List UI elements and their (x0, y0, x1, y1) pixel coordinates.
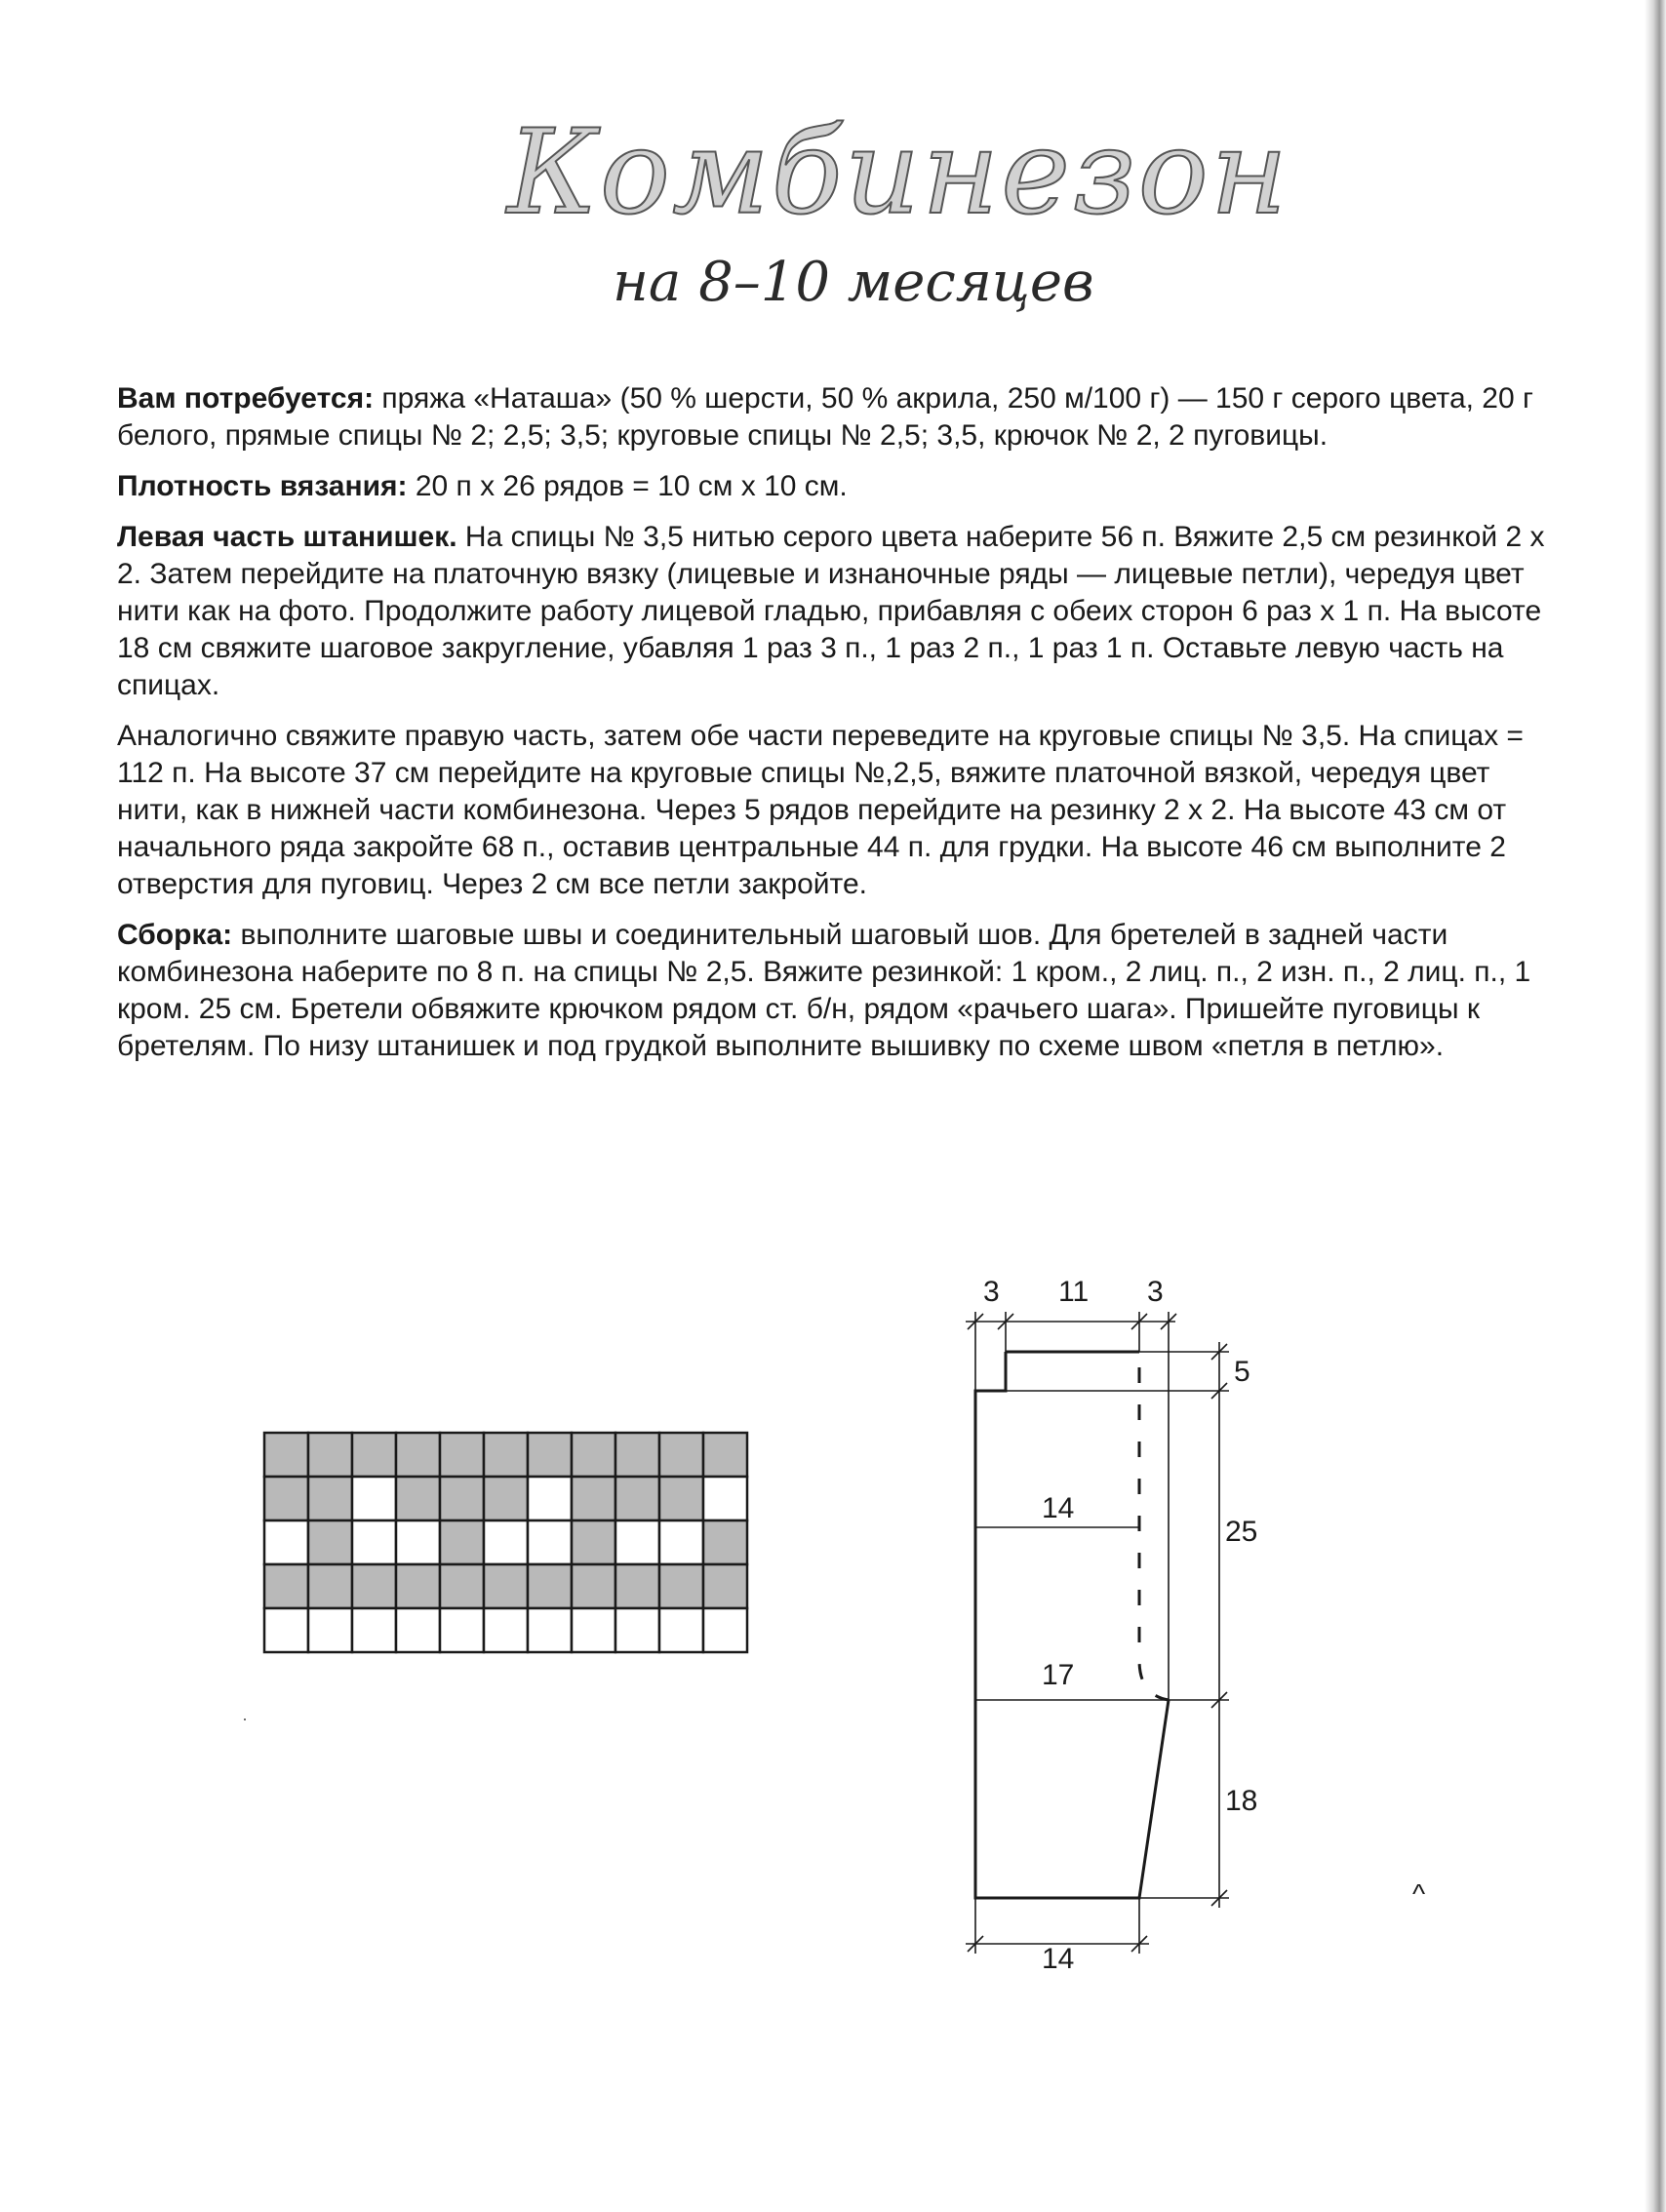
pattern-cell-grey (615, 1477, 659, 1521)
garment-outline (975, 1352, 1169, 1898)
pattern-cell-grey (396, 1564, 440, 1608)
pattern-cell-white (572, 1608, 615, 1652)
pattern-cell-white (659, 1608, 703, 1652)
dim-top-left-3: 3 (983, 1276, 1000, 1308)
pattern-cell-grey (572, 1521, 615, 1564)
pattern-cell-grey (440, 1564, 484, 1608)
pattern-cell-grey (703, 1564, 747, 1608)
pattern-cell-grey (703, 1521, 747, 1564)
pattern-cell-grey (396, 1433, 440, 1477)
body-gauge: 20 п х 26 рядов = 10 см х 10 см. (407, 470, 848, 502)
heading-gauge: Плотность вязания: (117, 470, 408, 502)
paragraph-right-leg (117, 718, 1561, 903)
pattern-cell-white (659, 1521, 703, 1564)
dim-upper-width-14: 14 (1042, 1492, 1075, 1524)
pattern-cell-grey (659, 1433, 703, 1477)
paragraph-left-leg (117, 519, 1561, 704)
pattern-cell-grey (352, 1564, 396, 1608)
pattern-cell-white (528, 1477, 572, 1521)
pattern-cell-white (615, 1608, 659, 1652)
pattern-cell-white (352, 1521, 396, 1564)
scan-speck: · (242, 1709, 248, 1728)
pattern-cell-white (352, 1608, 396, 1652)
pattern-cell-grey (352, 1433, 396, 1477)
pattern-cell-white (352, 1477, 396, 1521)
pattern-cell-grey (308, 1521, 352, 1564)
pattern-cell-grey (572, 1477, 615, 1521)
pattern-cell-grey (308, 1564, 352, 1608)
pattern-cell-grey (484, 1433, 528, 1477)
garment-schematic (936, 1258, 1288, 1980)
pattern-cell-grey (396, 1477, 440, 1521)
pattern-cell-grey (440, 1433, 484, 1477)
dim-top-middle-11: 11 (1058, 1276, 1090, 1308)
pattern-cell-grey (308, 1433, 352, 1477)
stray-caret-mark: ^ (1412, 1878, 1426, 1909)
pattern-cell-grey (264, 1564, 308, 1608)
page-title: Комбинезон (507, 105, 1289, 241)
heading-materials: Вам потребуется: (117, 382, 375, 415)
dim-waist-width-17: 17 (1042, 1659, 1075, 1691)
body-left-leg: На спицы № 3,5 нитью серого цвета наберите 56 п. Вяжите 2,5 см резинкой 2 х 2. Затем перейдите на платочную вязку (лицевые и изнаночные ряды — лицевые петли), чередуя цвет нити как на фото. Продолжите работу лицевой гладью, прибавляя с обеих сторон 6 раз х 1 п. На высоте 18 см свяжите шаговое закругление, убавляя 1 раз 3 п., 1 раз 2 п., 1 раз 1 п. Оставьте левую часть на спицах. (117, 521, 1545, 701)
pattern-cell-white (703, 1608, 747, 1652)
pattern-cell-grey (615, 1564, 659, 1608)
pattern-cell-grey (264, 1477, 308, 1521)
pattern-cell-grey (659, 1477, 703, 1521)
pattern-cell-grey (659, 1564, 703, 1608)
pattern-cell-white (703, 1477, 747, 1521)
paragraph-materials (117, 380, 1561, 454)
pattern-cell-grey (484, 1477, 528, 1521)
body-assembly: выполните шаговые швы и соединительный шаговый шов. Для бретелей в задней части комбинезона наберите по 8 п. на спицы № 2,5. Вяжите резинкой: 1 кром., 2 лиц. п., 2 изн. п., 2 лиц. п., 1 кром. 25 см. Бретели обвяжите крючком рядом ст. б/н, рядом «рачьего шага». Пришейте пуговицы к бретелям. По низу штанишек и под грудкой выполните вышивку по схеме швом «петля в петлю». (117, 919, 1531, 1062)
dim-right-25: 25 (1225, 1516, 1258, 1548)
pattern-cell-white (264, 1608, 308, 1652)
pattern-cell-grey (484, 1564, 528, 1608)
pattern-cell-white (528, 1521, 572, 1564)
pattern-cell-grey (528, 1433, 572, 1477)
pattern-cell-grey (572, 1564, 615, 1608)
body-materials: пряжа «Наташа» (50 % шерсти, 50 % акрила, 250 м/100 г) — 150 г серого цвета, 20 г белого, прямые спицы № 2; 2,5; 3,5; круговые спицы № 2,5; 3,5, крючок № 2, 2 пуговицы. (117, 382, 1533, 452)
instructions-text (117, 380, 1561, 1079)
pattern-cell-white (264, 1521, 308, 1564)
pattern-cell-white (396, 1608, 440, 1652)
pattern-cell-white (440, 1608, 484, 1652)
paragraph-assembly (117, 917, 1561, 1065)
pattern-cell-grey (528, 1564, 572, 1608)
dimension-lines (966, 1312, 1229, 1954)
pattern-cell-grey (440, 1477, 484, 1521)
pattern-cell-white (484, 1608, 528, 1652)
pattern-cell-grey (615, 1433, 659, 1477)
page-subtitle: на 8–10 месяцев (613, 251, 1094, 314)
dim-top-right-3: 3 (1147, 1276, 1164, 1308)
pattern-cell-grey (703, 1433, 747, 1477)
pattern-cell-grey (264, 1433, 308, 1477)
embroidery-pattern-chart (261, 1430, 755, 1656)
fold-line-dashed (1139, 1367, 1169, 1700)
pattern-cell-grey (572, 1433, 615, 1477)
pattern-cell-white (484, 1521, 528, 1564)
body-right-leg: Аналогично свяжите правую часть, затем обе части переведите на круговые спицы № 3,5. На спицах = 112 п. На высоте 37 см перейдите на круговые спицы №,2,5, вяжите платочной вязкой, чередуя цвет нити, как в нижней части комбинезона. Через 5 рядов перейдите на резинку 2 х 2. На высоте 43 см от начального ряда закройте 68 п., оставив центральные 44 п. для грудки. На высоте 46 см выполните 2 отверстия для пуговиц. Через 2 см все петли закройте. (117, 720, 1524, 900)
scan-edge (1645, 0, 1666, 2212)
dim-bottom-14: 14 (1042, 1943, 1075, 1975)
heading-left-leg: Левая часть штанишек. (117, 521, 457, 553)
paragraph-gauge (117, 468, 1561, 505)
pattern-cell-white (308, 1608, 352, 1652)
pattern-cell-white (615, 1521, 659, 1564)
dim-right-18: 18 (1225, 1785, 1258, 1817)
pattern-cell-grey (440, 1521, 484, 1564)
heading-assembly: Сборка: (117, 919, 233, 951)
pattern-cell-grey (308, 1477, 352, 1521)
pattern-cell-white (396, 1521, 440, 1564)
dim-right-5: 5 (1234, 1356, 1250, 1388)
pattern-cell-white (528, 1608, 572, 1652)
